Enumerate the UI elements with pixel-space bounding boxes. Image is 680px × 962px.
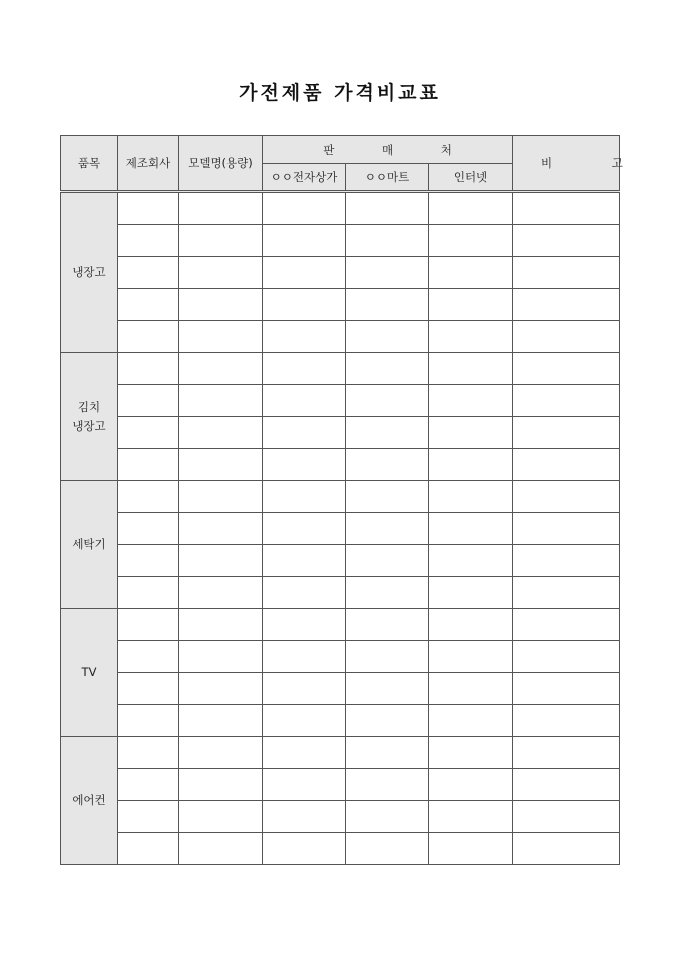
maker-cell[interactable]: [118, 801, 179, 833]
store-electronics-cell[interactable]: [263, 705, 346, 737]
store-internet-cell[interactable]: [429, 225, 513, 257]
note-cell[interactable]: [513, 481, 620, 513]
header-maker: 제조회사: [118, 136, 179, 192]
model-cell[interactable]: [179, 449, 263, 481]
table-row: [61, 513, 620, 545]
store-internet-cell[interactable]: [429, 577, 513, 609]
model-cell[interactable]: [179, 192, 263, 225]
store-internet-cell[interactable]: [429, 641, 513, 673]
store-electronics-cell[interactable]: [263, 769, 346, 801]
table-row: [61, 321, 620, 353]
model-cell[interactable]: [179, 833, 263, 865]
store-electronics-cell[interactable]: [263, 609, 346, 641]
maker-cell[interactable]: [118, 417, 179, 449]
maker-cell[interactable]: [118, 225, 179, 257]
store-mart-cell[interactable]: [346, 385, 429, 417]
note-cell[interactable]: [513, 737, 620, 769]
store-mart-cell[interactable]: [346, 609, 429, 641]
store-mart-cell[interactable]: [346, 321, 429, 353]
category-cell: [61, 353, 118, 481]
store-mart-cell[interactable]: [346, 257, 429, 289]
table-row: [61, 289, 620, 321]
table-row: [61, 801, 620, 833]
model-cell[interactable]: [179, 321, 263, 353]
note-cell[interactable]: [513, 385, 620, 417]
store-internet-cell[interactable]: [429, 801, 513, 833]
category-cell: [61, 481, 118, 609]
header-store-mart: ㅇㅇ마트: [346, 164, 429, 192]
model-cell[interactable]: [179, 417, 263, 449]
store-electronics-cell[interactable]: [263, 353, 346, 385]
table-row: [61, 673, 620, 705]
model-cell[interactable]: [179, 801, 263, 833]
store-mart-cell[interactable]: [346, 192, 429, 225]
store-internet-cell[interactable]: [429, 353, 513, 385]
store-electronics-cell[interactable]: [263, 449, 346, 481]
maker-cell[interactable]: [118, 192, 179, 225]
table-row: [61, 225, 620, 257]
maker-cell[interactable]: [118, 545, 179, 577]
note-cell[interactable]: [513, 641, 620, 673]
store-electronics-cell[interactable]: [263, 417, 346, 449]
maker-cell[interactable]: [118, 609, 179, 641]
table-row: [61, 449, 620, 481]
header-row-top: [61, 136, 620, 164]
model-cell[interactable]: [179, 609, 263, 641]
store-electronics-cell[interactable]: [263, 545, 346, 577]
table-row: [61, 833, 620, 865]
note-cell[interactable]: [513, 192, 620, 225]
store-internet-cell[interactable]: [429, 673, 513, 705]
note-cell[interactable]: [513, 609, 620, 641]
model-cell[interactable]: [179, 705, 263, 737]
model-cell[interactable]: [179, 769, 263, 801]
table-row: [61, 481, 620, 513]
model-cell[interactable]: [179, 673, 263, 705]
store-mart-cell[interactable]: [346, 225, 429, 257]
store-internet-cell[interactable]: [429, 385, 513, 417]
note-cell[interactable]: [513, 449, 620, 481]
store-electronics-cell[interactable]: [263, 257, 346, 289]
maker-cell[interactable]: [118, 481, 179, 513]
header-seller-label: 판 매 처: [323, 142, 474, 157]
store-electronics-cell[interactable]: [263, 641, 346, 673]
price-comparison-table: [60, 135, 651, 865]
header-model: 모델명(용량): [179, 136, 263, 192]
table-row: [61, 737, 620, 769]
store-mart-cell[interactable]: [346, 353, 429, 385]
store-mart-cell[interactable]: [346, 833, 429, 865]
note-cell[interactable]: [513, 577, 620, 609]
model-cell[interactable]: [179, 641, 263, 673]
store-internet-cell[interactable]: [429, 192, 513, 225]
store-mart-cell[interactable]: [346, 545, 429, 577]
maker-cell[interactable]: [118, 321, 179, 353]
table-body: [61, 192, 620, 865]
maker-cell[interactable]: [118, 769, 179, 801]
store-mart-cell[interactable]: [346, 481, 429, 513]
model-cell[interactable]: [179, 481, 263, 513]
store-mart-cell[interactable]: [346, 673, 429, 705]
store-electronics-cell[interactable]: [263, 833, 346, 865]
maker-cell[interactable]: [118, 289, 179, 321]
maker-cell[interactable]: [118, 641, 179, 673]
store-electronics-cell[interactable]: [263, 321, 346, 353]
note-cell[interactable]: [513, 833, 620, 865]
note-cell[interactable]: [513, 225, 620, 257]
maker-cell[interactable]: [118, 673, 179, 705]
table-row: [61, 353, 620, 385]
store-electronics-cell[interactable]: [263, 801, 346, 833]
category-label: 세탁기: [72, 537, 106, 551]
maker-cell[interactable]: [118, 577, 179, 609]
note-cell[interactable]: [513, 321, 620, 353]
store-electronics-cell[interactable]: [263, 673, 346, 705]
store-mart-cell[interactable]: [346, 705, 429, 737]
note-cell[interactable]: [513, 289, 620, 321]
store-internet-cell[interactable]: [429, 257, 513, 289]
note-cell[interactable]: [513, 769, 620, 801]
note-cell[interactable]: [513, 801, 620, 833]
category-label: 에어컨: [72, 793, 106, 807]
store-electronics-cell[interactable]: [263, 385, 346, 417]
store-mart-cell[interactable]: [346, 417, 429, 449]
store-internet-cell[interactable]: [429, 737, 513, 769]
note-cell[interactable]: [513, 513, 620, 545]
store-internet-cell[interactable]: [429, 481, 513, 513]
model-cell[interactable]: [179, 289, 263, 321]
header-store-internet: 인터넷: [429, 164, 513, 192]
model-cell[interactable]: [179, 257, 263, 289]
store-mart-cell[interactable]: [346, 641, 429, 673]
model-cell[interactable]: [179, 353, 263, 385]
maker-cell[interactable]: [118, 833, 179, 865]
category-label: TV: [81, 665, 97, 679]
store-internet-cell[interactable]: [429, 833, 513, 865]
category-cell: [61, 609, 118, 737]
table-row: [61, 545, 620, 577]
model-cell[interactable]: [179, 545, 263, 577]
store-electronics-cell[interactable]: [263, 225, 346, 257]
store-electronics-cell[interactable]: [263, 737, 346, 769]
table-row: [61, 257, 620, 289]
maker-cell[interactable]: [118, 705, 179, 737]
model-cell[interactable]: [179, 513, 263, 545]
store-mart-cell[interactable]: [346, 737, 429, 769]
maker-cell[interactable]: [118, 513, 179, 545]
table-row: [61, 705, 620, 737]
category-cell: [61, 192, 118, 353]
store-mart-cell[interactable]: [346, 449, 429, 481]
note-cell[interactable]: [513, 417, 620, 449]
table-row: [61, 417, 620, 449]
category-label: 냉장고: [72, 265, 106, 279]
header-store-electronics: ㅇㅇ전자상가: [263, 164, 346, 192]
header-item: 품목: [61, 136, 118, 192]
header-seller: [263, 136, 513, 164]
maker-cell[interactable]: [118, 353, 179, 385]
category-cell: [61, 737, 118, 865]
store-internet-cell[interactable]: [429, 417, 513, 449]
store-electronics-cell[interactable]: [263, 289, 346, 321]
maker-cell[interactable]: [118, 385, 179, 417]
header-note: [513, 136, 651, 192]
model-cell[interactable]: [179, 737, 263, 769]
page-title: 가전제품 가격비교표: [239, 82, 441, 104]
note-cell[interactable]: [513, 545, 620, 577]
store-internet-cell[interactable]: [429, 705, 513, 737]
maker-cell[interactable]: [118, 737, 179, 769]
store-electronics-cell[interactable]: [263, 481, 346, 513]
store-internet-cell[interactable]: [429, 545, 513, 577]
store-internet-cell[interactable]: [429, 321, 513, 353]
model-cell[interactable]: [179, 385, 263, 417]
store-electronics-cell[interactable]: [263, 192, 346, 225]
category-label: 냉장고: [72, 418, 106, 433]
table-row: [61, 577, 620, 609]
note-cell[interactable]: [513, 257, 620, 289]
store-mart-cell[interactable]: [346, 513, 429, 545]
store-mart-cell[interactable]: [346, 577, 429, 609]
store-mart-cell[interactable]: [346, 801, 429, 833]
store-internet-cell[interactable]: [429, 769, 513, 801]
table-row: [61, 769, 620, 801]
table-row: [61, 385, 620, 417]
store-internet-cell[interactable]: [429, 449, 513, 481]
note-cell[interactable]: [513, 673, 620, 705]
store-internet-cell[interactable]: [429, 289, 513, 321]
maker-cell[interactable]: [118, 449, 179, 481]
store-mart-cell[interactable]: [346, 769, 429, 801]
store-electronics-cell[interactable]: [263, 577, 346, 609]
store-internet-cell[interactable]: [429, 513, 513, 545]
store-internet-cell[interactable]: [429, 609, 513, 641]
table-row: [61, 609, 620, 641]
model-cell[interactable]: [179, 225, 263, 257]
store-mart-cell[interactable]: [346, 289, 429, 321]
header-note-label: 비 고: [541, 156, 651, 170]
note-cell[interactable]: [513, 705, 620, 737]
table-row: [61, 192, 620, 225]
table-row: [61, 641, 620, 673]
note-cell[interactable]: [513, 353, 620, 385]
category-label: 김치: [77, 399, 101, 414]
maker-cell[interactable]: [118, 257, 179, 289]
store-electronics-cell[interactable]: [263, 513, 346, 545]
model-cell[interactable]: [179, 577, 263, 609]
